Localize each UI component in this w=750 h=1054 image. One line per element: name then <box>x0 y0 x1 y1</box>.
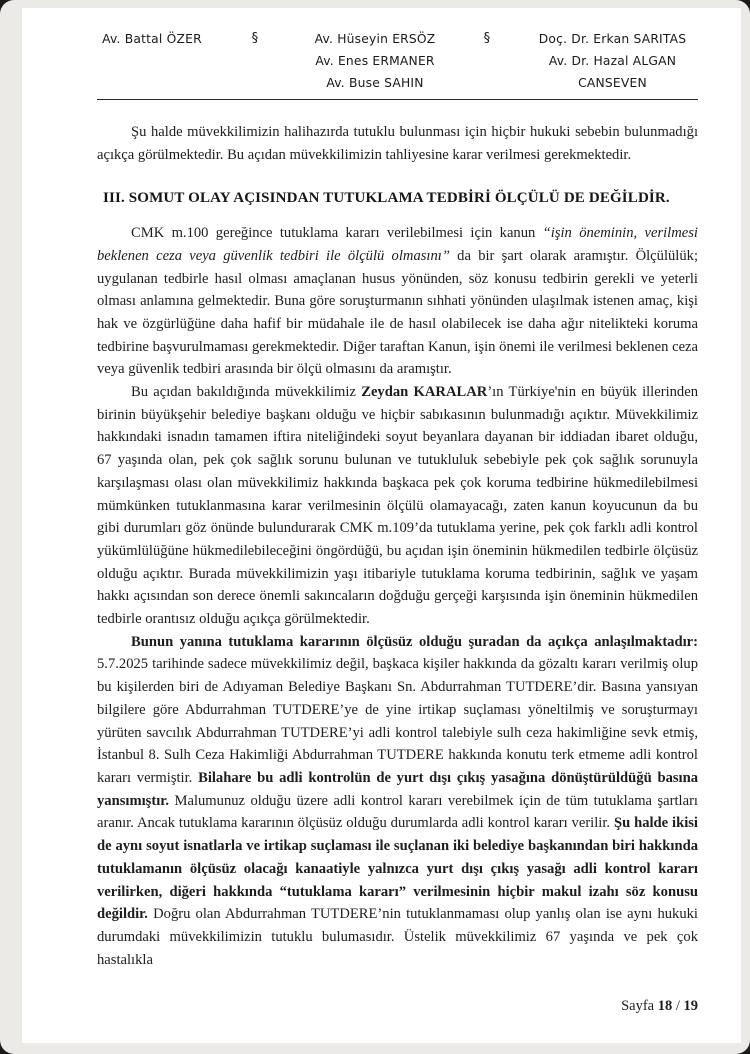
header-name-line: Av. Battal ÖZER <box>102 32 202 46</box>
header-rule <box>97 99 698 100</box>
header-column-right <box>527 28 698 94</box>
paragraph-tutdere-karsilastirma <box>97 631 698 972</box>
header-name-line: Av. Buse SAHIN <box>326 76 424 90</box>
text-run: “işin öneminin, verilmesi beklenen ceza veya güvenlik tedbiri ile ölçülü olmasını” <box>97 225 698 264</box>
text-run: Zeydan KARALAR <box>361 384 488 401</box>
section-symbol: § <box>483 31 491 46</box>
header-name-line: Av. Dr. Hazal ALGAN <box>548 54 677 68</box>
header-name-line: Doç. Dr. Erkan SARITAS <box>538 32 687 46</box>
text-run: Sayfa <box>621 998 658 1014</box>
paragraph-cmk-olcululuk <box>97 222 698 381</box>
header-name-line: Av. Hüseyin ERSÖZ <box>314 32 436 46</box>
section-symbol: § <box>251 31 259 46</box>
text-run: CMK m.100 gereğince tutuklama kararı verilebilmesi için kanun <box>131 225 543 242</box>
text-run: Bu açıdan bakıldığında müvekkilimiz <box>131 384 362 401</box>
section-heading: III. SOMUT OLAY AÇISINDAN TUTUKLAMA TEDBİRİ ÖLÇÜLÜ DE DEĞİLDİR. <box>103 190 670 207</box>
header-column-left <box>97 28 207 50</box>
header-name-line: CANSEVEN <box>578 76 647 90</box>
intro-paragraph <box>97 121 698 166</box>
header-column-middle <box>303 28 447 94</box>
text-run: Bilahare bu adli kontrolün de yurt dışı çıkış yasağına dönüştürüldüğü basına yansımıştır. <box>97 769 699 809</box>
text-run: Malumunuz olduğu üzere adli kontrol kararı verebilmek için de tüm tutuklama şartları aranır. Ancak tutuklama kararının ölçüsüz olduğu durumlarda adli kontrol kararı verilir. <box>97 792 698 832</box>
text-run: 19 <box>683 998 698 1014</box>
page-number <box>621 998 698 1015</box>
page-content <box>97 28 698 971</box>
text-run: da bir şart olarak aramıştır. Ölçülülük; uygulanan tedbirle hasıl olması amaçlanan husus yönünden, söz konusu tedbirin gerekli ve yeterli olması anlamına gelmektedir. Buna göre soruşturmanın sıhhati yönünden ulaşılmak istenen amaç, kişi hak ve özgürlüğüne daha hafif bir müdahale ile de hasıl olabilecek ise daha ağır nitelikteki koruma tedbirine başvurulmaması gerekmektedir. Diğer taraftan Kanun, işin önemi ile verilmesi beklenen ceza veya güvenlik tedbiri arasında bir ölçü olmasını da aramıştır. <box>97 247 699 378</box>
text-run: ’ın Türkiye'nin en büyük illerinden birinin büyükşehir belediye başkanı olduğu ve hiçbir sabıkasının bulunmadığı açıktır. Müvekkilimiz hakkındaki isnadın tamamen iftira niteliğindeki soyut beyanlara dayanan bir iddiadan ibaret olduğu, 67 yaşında olan, pek çok sağlık sorunu bulunan ve tutukluluk sebebiyle pek çok sağlık sorunuyla karşılaşması olası olan müvekkilimiz hakkında başkaca pek çok koruma tedbirine hükmedilebilmesi mümkünken tutuklanmasına karar verilmesinin ölçülü olamayacağı, zaten kanun koyucunun da bu gibi durumları göz önünde bulundurarak CMK m.109’da tutuklama yerine, pek çok farklı adli kontrol yükümlülüğüne hükmedilebileceğini öngördüğü, bu açıdan işin öneminin hükmedilen tedbirle ölçüsüz olduğu açıktır. Burada müvekkilimizin yaşı itibariyle tutuklama koruma tedbirinin, sağlık ve yaşam hakkı açısından son derece önemli sakıncaların doğduğu gerçeği karşısında işin öneminin hükmedilen tedbirle orantısız olduğu açıkça görülmektedir. <box>97 384 698 628</box>
text-run: Şu halde ikisi de aynı soyut isnatlarla ve irtikap suçlaması ile suçlanan iki belediye başkanından biri hakkında tutuklamanın ölçüsüz olacağı kanaatiyle yalnızca yurt dışı çıkış yasağı adli kontrol kararı verilirken, diğeri hakkında “tutuklama kararı” verilmesinin hiçbir makul izahı söz konusu değildir. <box>97 815 698 923</box>
text-run: Şu halde müvekkilimizin halihazırda tutuklu bulunması için hiçbir hukuki sebebin bulunmadığı açıkça görülmektedir. Bu açıdan müvekkilimizin tahliyesine karar verilmesi gerekmektedir. <box>97 124 698 163</box>
text-run: Bunun yanına tutuklama kararının ölçüsüz olduğu şuradan da açıkça anlaşılmaktadır: <box>131 633 698 650</box>
petition-body <box>97 121 698 971</box>
text-run: 18 <box>657 998 673 1014</box>
paragraph-zeydan-karalar <box>97 381 698 631</box>
text-run: / <box>672 998 684 1014</box>
header-name-line: Av. Enes ERMANER <box>315 54 435 68</box>
text-run: 5.7.2025 tarihinde sadece müvekkilimiz değil, başkaca kişiler hakkında da gözaltı kararı verilmiş olup bu kişilerden biri de Adıyaman Belediye Başkanı Sn. Abdurrahman TUTDERE’dir. Basına yansıyan bilgilere göre Abdurrahman TUTDERE’ye de yine irtikap suçlaması yöneltilmiş ve soruşturmayı yürüten savcılık Abdurrahman TUTDERE’yi adli kontrol talebiyle sulh ceza hakimliğine sevk etmiş, İstanbul 8. Sulh Ceza Hakimliği Abdurrahman TUTDERE hakkında konutu terk etmeme adli kontrol kararı vermiştir. <box>97 656 698 786</box>
document-page <box>22 8 741 1043</box>
attorney-header <box>97 28 698 94</box>
text-run: Doğru olan Abdurrahman TUTDERE’nin tutuklanmaması olup yanlış olan ise aynı hukuki durumdaki müvekkilimizin tutuklu bulumasıdır. Üstelik müvekkilimiz 67 yaşında ve pek çok hastalıkla <box>97 906 698 968</box>
